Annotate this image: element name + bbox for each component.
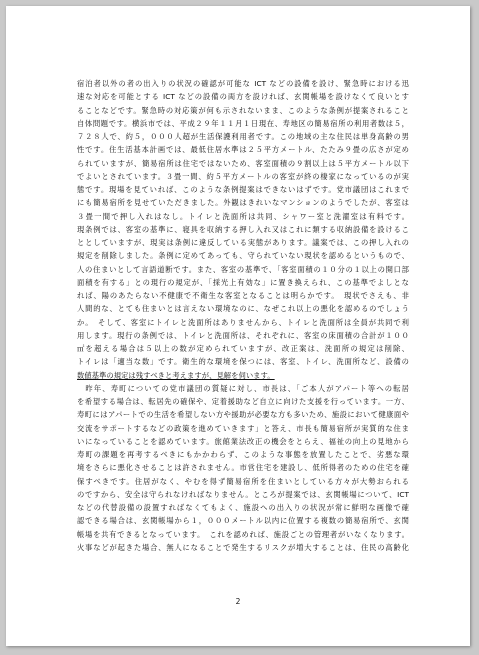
text-line: 火事などが起きた場合、無人になることで発生するリスクが増大することは、住民の高齢化: [77, 542, 409, 552]
text-line: 速な対応を可能とする ICT などの設備の両方を設ければ、玄関帳場を設けなくて良いとす: [77, 92, 409, 102]
text-line: 面積を有する」との現行の規定が、「採光上有効な」に置き換えられ、この基準でよしとな: [77, 277, 409, 287]
text-line: 寿町にはアパートでの生活を希望しない方や援助が必要な方も多いため、施設において健康面や: [77, 410, 409, 420]
text-line: 規定を削除しました。条例に定めてあっても、守られていない現状を認めるというもので、: [77, 251, 409, 261]
text-line: 人間的な、とても住まいとは言えない環境なのに、なぜこれ以上の悪化を認めるのでしょう: [77, 304, 409, 314]
document-page: [6, 6, 470, 646]
text-line: 用します。現行の条例では、トイレと洗面所は、それぞれに、客室の床面積の合計が１００: [77, 330, 409, 340]
text-line: 寿町の課題を再考するべきにもかかわらず、このような事態を放置したことで、劣悪な環: [77, 450, 409, 459]
text-line: にも簡易宿所を見せていただきました。外観はきれいなマンションのようでしたが、客室は: [77, 198, 409, 208]
body-text: [77, 77, 409, 554]
text-line: 保すべきです。住居がなく、やむを得ず簡易宿所を住まいとしている方々が大勢おられる: [77, 476, 409, 486]
text-line: 宿泊者以外の者の出入りの状況の確認が可能な ICT などの設備を設け、緊急時における迅: [77, 79, 409, 88]
text-line: 帳場を共有できるとなっています。 これを認めれば、施設ごとの管理者がいなくなります。: [77, 529, 409, 539]
text-line: 交流をサポートするなどの政策を進めていきます」と答え、市長も簡易宿所が実質的な住ま: [77, 423, 409, 433]
text-line: でよいとされています。３畳一間、約５平方メートルの客室が終の棲家になっているのが実: [77, 171, 409, 181]
text-line: ７２８人で、約５，０００人超が生活保護利用者です。この地域の主な住民は単身高齢の男: [77, 132, 409, 141]
text-line: 態です。現場を見ていれば、このような条例提案はできないはずです。党市議団はこれまで: [77, 185, 409, 194]
text-line: いになっていることを認めています。旅館業法改正の機会をとらえ、福祉の向上の見地から: [77, 436, 409, 446]
text-line: のですから、安全は守られなければなりません。ところが提案では、玄関帳場について、ICT: [77, 489, 409, 499]
text-line: などの代替設備の設置すればなくてもよく、施設への出入りの状況が常に鮮明な画像で確: [77, 503, 409, 512]
text-line: 認できる場合は、玄関帳場から１，０００メートル以内に位置する複数の簡易宿所で、玄関: [77, 516, 409, 526]
text-line: ㎡を超える場合は５以上の数が定められていますが、改正案は、洗面所の規定は削除、: [77, 344, 409, 353]
text-line: 現条例では、客室の基準に、寝具を収納する押し入れ又はこれに類する収納設備を設けるこ: [77, 224, 409, 234]
text-line: られていますが、簡易宿所は住宅ではないため、客室面積の９割以上は５平方メートル以下: [77, 158, 409, 168]
text-line: 人の住まいとして言語道断です。また、客室の基準で、「客室面積の１０分の１以上の開口部: [77, 264, 409, 274]
text-line: ることなどです。緊急時の対応策が何も示されないまま、このような条例が提案されること: [77, 105, 409, 115]
text-line: を希望する場合は、転居先の確保や、定着援助など自立に向けた支援を行っています。一方、: [77, 397, 409, 406]
page-number: 2: [235, 597, 241, 606]
text-line: 自体問題です。横浜市では、平成２９年１１月１日現在、寿地区の簡易宿所の利用者数は５，: [77, 118, 409, 128]
text-line: ３畳一間で押し入れはなし。トイレと洗面所は共同、シャワー室と洗濯室は有料です。: [77, 211, 409, 221]
text-line: 性です。住生活基本計画では、最低住居水準は２５平方メートル、たたみ９畳の広さが定め: [77, 145, 409, 155]
text-line: れば、陽のあたらない不健康で不衛生な客室となることは明らかです。 現状でさえも、非: [77, 291, 409, 300]
text-line: 昨年、寿町についての党市議団の質疑に対し、市長は、「ご本人がアパート等への転居: [77, 383, 409, 393]
text-line: トイレは「適当な数」です。衛生的な環境を保つには、客室、トイレ、洗面所など、設備の: [77, 357, 409, 367]
text-line: 境をさらに悪化させることは許されません。市営住宅を建設し、低所得者のための住宅を確: [77, 463, 409, 473]
text-line: 数値基準の規定は残すべきと考えますが、見解を伺います。: [77, 370, 275, 380]
text-line: ととしていますが、現実は条例に違反している実態があります。議案では、この押し入れの: [77, 238, 409, 247]
text-line: か。 そして、客室にトイレと洗面所はありませんから、トイレと洗面所は全員が共同で利: [77, 317, 409, 327]
